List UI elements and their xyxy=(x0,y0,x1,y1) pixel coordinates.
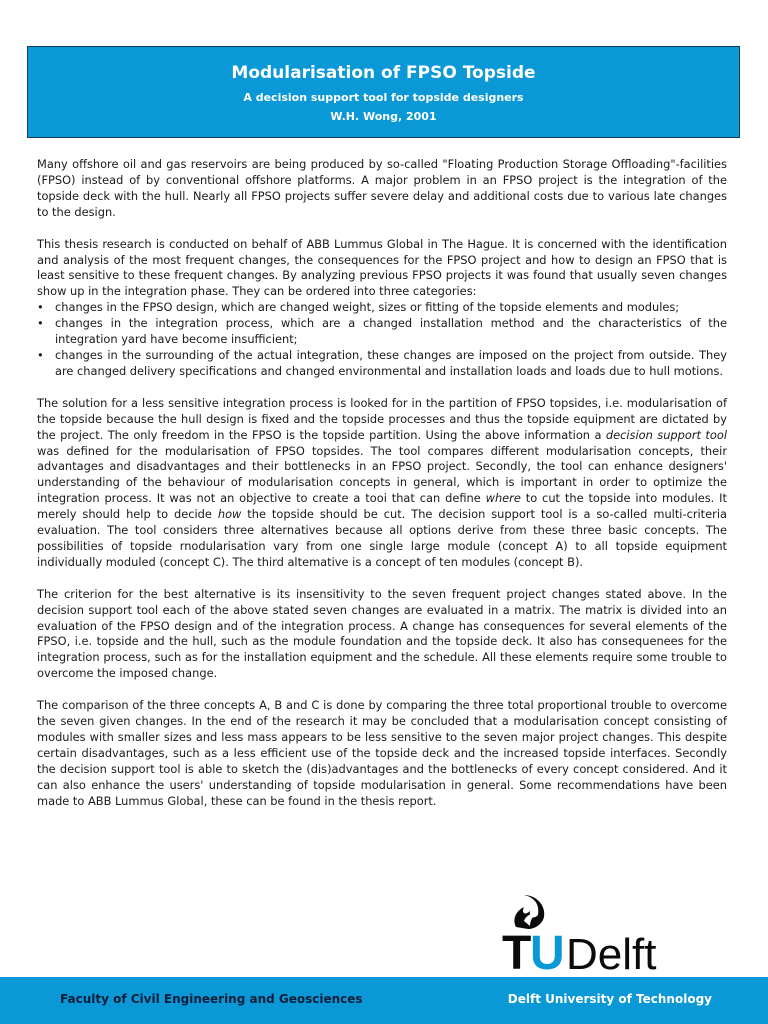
author-line: W.H. Wong, 2001 xyxy=(330,110,437,123)
list-item: • changes in the FPSO design, which are changed weight, sizes or fitting of the topside elements and modules; xyxy=(37,300,727,316)
logo-u-text: U xyxy=(530,927,565,973)
title-banner xyxy=(27,46,740,138)
emphasis-where: where xyxy=(485,491,521,506)
paragraph-research: This thesis research is conducted on behalf of ABB Lummus Global in The Hague. It is concerned with the identification and analysis of the most frequent changes, the consequences for the FPSO project and how to design an FPSO that is least sensitive to these frequent changes. By analyzing previous FPSO projects it was found that usually seven changes show up in the integration phase. They can be ordered into three categories: xyxy=(37,236,727,299)
flame-icon xyxy=(514,895,544,929)
list-item: • changes in the integration process, which are a changed installation method and the characteristics of the integration yard have become insufficient; xyxy=(37,316,727,348)
abstract-body xyxy=(37,157,727,826)
emphasis-how: how xyxy=(217,507,242,522)
university-name: Delft University of Technology xyxy=(507,992,712,1006)
paragraph-comparison: The comparison of the three concepts A, B and C is done by comparing the three total proportional trouble to overcome the seven given changes. In the end of the research it may be concluded that a modularisation concept consisting of modules with smaller sizes and less mass appears to be less sensitive to the seven major project changes. This despite certain disadvantages, such as a less efficient use of the topside deck and the increased topside interfaces. Secondly the decision support tool is able to sketch the (dis)advantages and the bottlenecks of every concept considered. And it can also enhance the users' understanding of topside modularisation in general. Some recommendations have been made to ABB Lummus Global, these can be found in the thesis report. xyxy=(37,698,727,808)
footer-bar xyxy=(0,977,768,1024)
emphasis-decision-support-tool: decision support tool xyxy=(605,427,727,442)
document-subtitle: A decision support tool for topside designers xyxy=(243,91,524,104)
logo-delft-text: Delft xyxy=(566,930,657,973)
change-categories-list xyxy=(37,300,727,380)
text-run: The solution for a less sensitive integration process is looked for in the partition of FPSO topsides, i.e. modularisation of the topside because the hull design is fixed and the topside processes and thus the topside equipment are dictated by the project. The only freedom in the FPSO is the topside partition. Using the above information a xyxy=(37,395,727,442)
paragraph-intro: Many offshore oil and gas reservoirs are being produced by so-called "Floating Production Storage Offloading"-facilities (FPSO) instead of by conventional offshore platforms. A major problem in an FPSO project is the integration of the topside deck with the hull. Nearly all FPSO projects suffer severe delay and additional costs due to various late changes to the design. xyxy=(37,157,727,219)
tudelft-logo xyxy=(500,893,710,973)
text-run: was defined for the modularisation of FPSO topsides. The tool compares different modularisation concepts, their advantages and disadvantages and their bottlenecks in an FPSO project. Secondly, the tool can enhance designers' understanding of the behaviour of modularisation concepts in general, which is important in order to optimize the integration process. It was not an objective to create a tooi that can define xyxy=(37,443,727,506)
list-item: • changes in the surrounding of the actual integration, these changes are imposed on the project from outside. They are changed delivery specifications and changed environmental and installation loads and loads due to hull motions. xyxy=(37,348,727,380)
logo-tu-text: T xyxy=(502,927,532,973)
paragraph-solution xyxy=(37,396,727,571)
text-run: to cut the topside into modules. It merely should help to decide xyxy=(37,491,728,522)
document-title: Modularisation of FPSO Topside xyxy=(231,63,536,83)
text-run: the topside should be cut. The decision support tool is a so-called multi-criteria evaluation. The tool considers three alternatives because all options derive from these three basic concepts. The possibilities of topside rnodularisation vary from one single large module (concept A) to all topside equipment individually moduled (concept C). The third altemative is a concept of ten modules (concept B). xyxy=(37,507,727,569)
paragraph-criterion: The criterion for the best alternative is its insensitivity to the seven frequent project changes stated above. In the decision support tool each of the above stated seven changes are evaluated in a matrix. The matrix is divided into an evaluation of the FPSO design and of the integration process. A change has consequences for several elements of the FPSO, i.e. topside and the hull, such as the module foundation and the topside deck. It also has consequenees for the integration process, such as for the installation equipment and the schedule. All these elements require some trouble to overcome the imposed change. xyxy=(37,586,727,681)
faculty-name: Faculty of Civil Engineering and Geosciences xyxy=(60,992,363,1006)
